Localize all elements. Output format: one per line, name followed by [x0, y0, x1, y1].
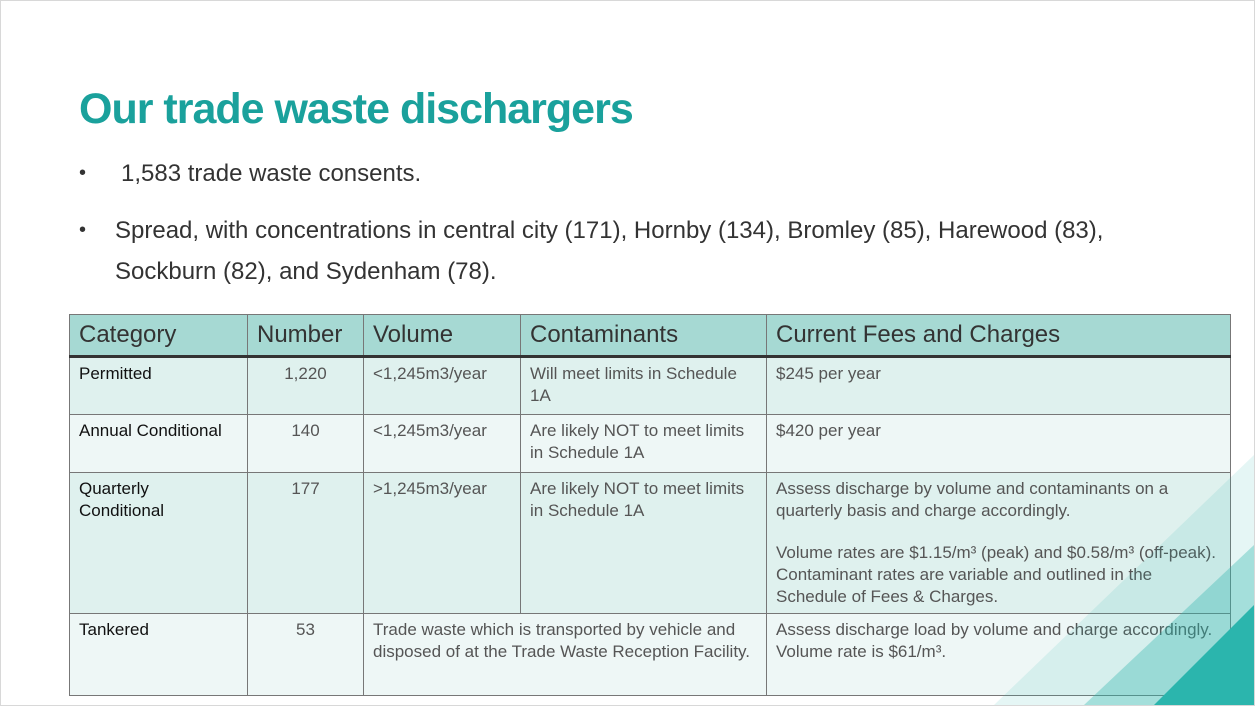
- cell-fees: $420 per year: [767, 415, 1231, 473]
- table-header-row: [70, 315, 1231, 357]
- cell-category: Permitted: [70, 357, 248, 415]
- cell-volume-contaminants: Trade waste which is transported by vehicle and disposed of at the Trade Waste Reception Facility.: [364, 614, 767, 696]
- header-volume: Volume: [364, 315, 521, 357]
- cell-category: Quarterly Conditional: [70, 473, 248, 614]
- cell-fees: Assess discharge load by volume and charge accordingly. Volume rate is $61/m³.: [767, 614, 1231, 696]
- table-row: [70, 357, 1231, 415]
- cell-volume: >1,245m3/year: [364, 473, 521, 614]
- bullet-item: [79, 153, 1189, 194]
- header-number: Number: [248, 315, 364, 357]
- cell-volume: <1,245m3/year: [364, 357, 521, 415]
- cell-category: Tankered: [70, 614, 248, 696]
- cell-number: 140: [248, 415, 364, 473]
- bullet-item: [79, 210, 1189, 292]
- header-contaminants: Contaminants: [521, 315, 767, 357]
- cell-number: 177: [248, 473, 364, 614]
- bullet-text: Spread, with concentrations in central city (171), Hornby (134), Bromley (85), Harewood (83), Sockburn (82), and Sydenham (78).: [115, 217, 1104, 285]
- slide-title: Our trade waste dischargers: [79, 85, 633, 133]
- cell-volume: <1,245m3/year: [364, 415, 521, 473]
- bullet-text: 1,583 trade waste consents.: [121, 160, 422, 187]
- header-category: Category: [70, 315, 248, 357]
- bullet-dot-icon: •: [79, 219, 87, 241]
- cell-fees: $245 per year: [767, 357, 1231, 415]
- cell-category: Annual Conditional: [70, 415, 248, 473]
- bullet-dot-icon: •: [79, 162, 87, 184]
- fees-paragraph: Volume rates are $1.15/m³ (peak) and $0.58/m³ (off-peak). Contaminant rates are variable and outlined in the Schedule of Fees & Charges.: [776, 543, 1217, 606]
- cell-number: 1,220: [248, 357, 364, 415]
- corner-decoration: [994, 455, 1254, 705]
- cell-contaminants: Are likely NOT to meet limits in Schedule 1A: [521, 473, 767, 614]
- bullet-list: [79, 153, 1189, 308]
- cell-contaminants: Are likely NOT to meet limits in Schedule 1A: [521, 415, 767, 473]
- fees-paragraph: Assess discharge by volume and contaminants on a quarterly basis and charge accordingly.: [776, 479, 1169, 520]
- header-fees: Current Fees and Charges: [767, 315, 1231, 357]
- cell-number: 53: [248, 614, 364, 696]
- cell-contaminants: Will meet limits in Schedule 1A: [521, 357, 767, 415]
